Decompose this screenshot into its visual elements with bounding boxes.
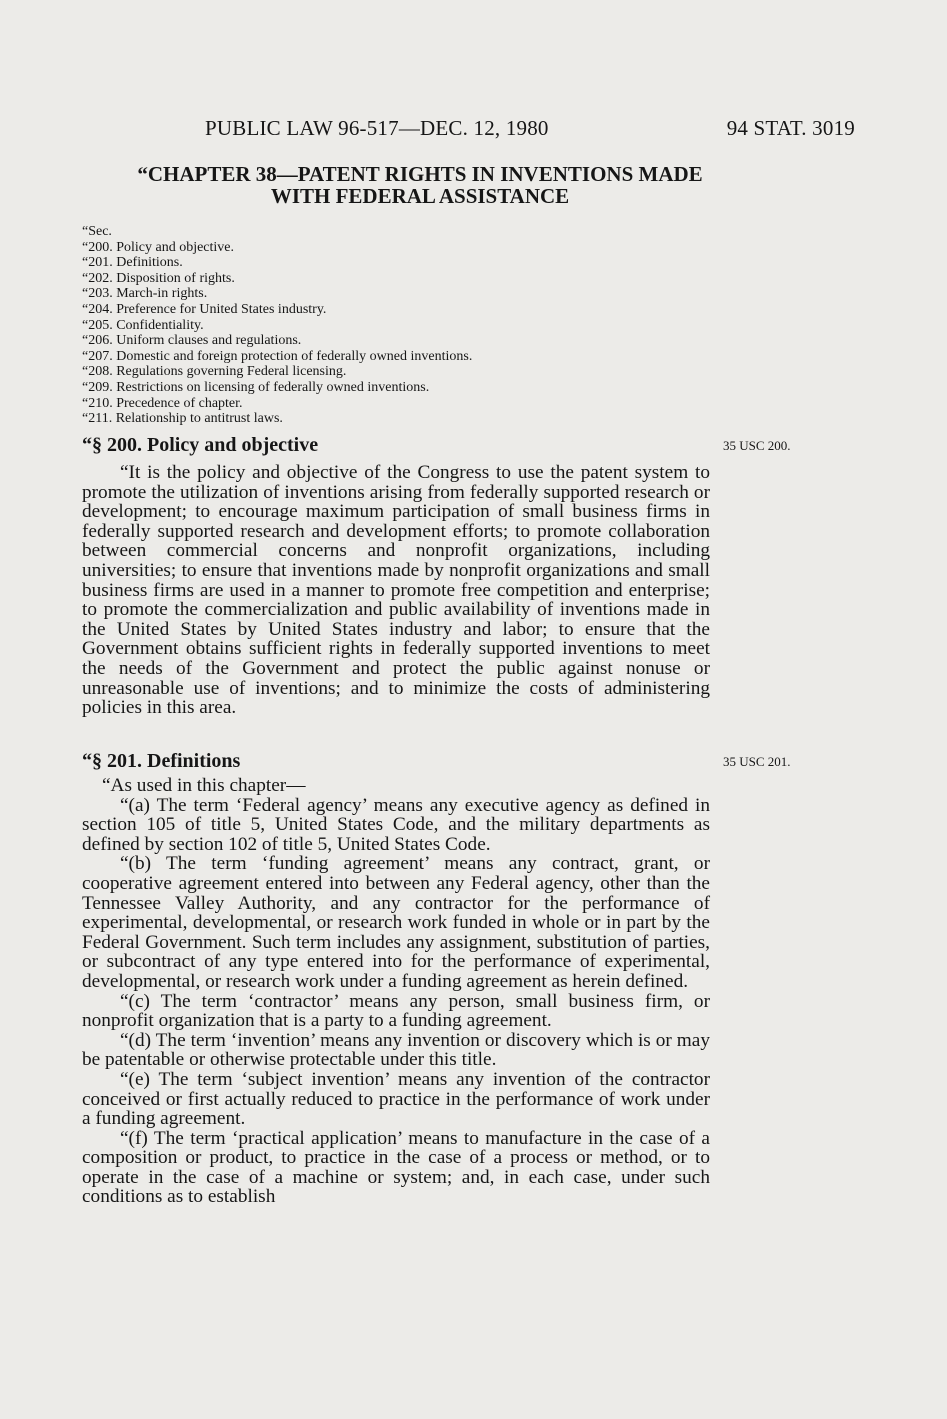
toc-item: “205. Confidentiality.	[82, 317, 204, 333]
definition-d: “(d) The term ‘invention’ means any invention or discovery which is or may be patentable or otherwise protectable under this title.	[82, 1029, 710, 1071]
chapter-title-line-1: “CHAPTER 38—PATENT RIGHTS IN INVENTIONS MADE	[137, 162, 703, 186]
definition-b: “(b) The term ‘funding agreement’ means any contract, grant, or cooperative agreement entered into between any Federal agency, other than the Tennessee Valley Authority, and any contractor for the performance of experimental, developmental, or research work funded in whole or in part by the Federal Government. Such term includes any assignment, substitution of parties, or subcontract of any type entered into for the performance of experimental, developmental, or research work under a funding agreement as herein defined.	[82, 853, 710, 992]
toc-item: “201. Definitions.	[82, 255, 183, 271]
toc-item: “206. Uniform clauses and regulations.	[82, 333, 302, 349]
table-of-contents	[82, 224, 682, 427]
toc-item: “211. Relationship to antitrust laws.	[82, 411, 283, 427]
section-200-margin-note: 35 USC 200.	[723, 438, 791, 453]
toc-item: “210. Precedence of chapter.	[82, 395, 243, 411]
section-201-intro: “As used in this chapter—	[102, 775, 306, 796]
toc-item: “209. Restrictions on licensing of federally owned inventions.	[82, 379, 430, 395]
section-200-heading: “§ 200. Policy and objective	[82, 434, 319, 456]
definition-a: “(a) The term ‘Federal agency’ means any executive agency as defined in section 105 of title 5, United States Code, and the military departments as defined by section 102 of title 5, United States Code.	[82, 794, 710, 855]
section-200-paragraph: “It is the policy and objective of the Congress to use the patent system to promote the utilization of inventions arising from federally supported research or development; to encourage maximum participation of small business firms in federally supported research and development efforts; to promote collaboration between commercial concerns and nonprofit organizations, including universities; to ensure that inventions made by nonprofit organizations and small business firms are used in a manner to promote free competition and enterprise; to promote the commercialization and public availability of inventions made in the United States by United States industry and labor; to ensure that the Government obtains sufficient rights in federally supported inventions to meet the needs of the Government and protect the public against nonuse or unreasonable use of inventions; and to minimize the costs of administering policies in this area.	[82, 462, 710, 719]
toc-item: “Sec.	[82, 224, 112, 239]
section-201-heading: “§ 201. Definitions	[82, 750, 241, 772]
definition-f: “(f) The term ‘practical application’ means to manufacture in the case of a composition or product, to practice in the case of a process or method, or to operate in the case of a machine or system; and, in each case, under such conditions as to establish	[82, 1127, 710, 1208]
section-201-body	[82, 776, 710, 1207]
definition-e: “(e) The term ‘subject invention’ means any invention of the contractor conceived or first actually reduced to practice in the performance of work under a funding agreement.	[82, 1068, 710, 1130]
public-law-citation: PUBLIC LAW 96-517—DEC. 12, 1980	[205, 116, 549, 140]
definition-c: “(c) The term ‘contractor’ means any person, small business firm, or nonprofit organization that is a party to a funding agreement.	[82, 990, 710, 1032]
toc-item: “207. Domestic and foreign protection of federally owned inventions.	[82, 348, 473, 364]
toc-item: “202. Disposition of rights.	[82, 270, 235, 286]
chapter-title	[80, 163, 760, 207]
section-201-margin-note: 35 USC 201.	[723, 754, 791, 769]
toc-item: “203. March-in rights.	[82, 286, 208, 302]
statute-citation: 94 STAT. 3019	[726, 116, 855, 140]
toc-item: “200. Policy and objective.	[82, 239, 235, 255]
chapter-title-line-2: WITH FEDERAL ASSISTANCE	[270, 184, 570, 208]
toc-item: “208. Regulations governing Federal licensing.	[82, 364, 347, 380]
section-200-body	[82, 463, 710, 718]
toc-item: “204. Preference for United States industry.	[82, 301, 327, 317]
